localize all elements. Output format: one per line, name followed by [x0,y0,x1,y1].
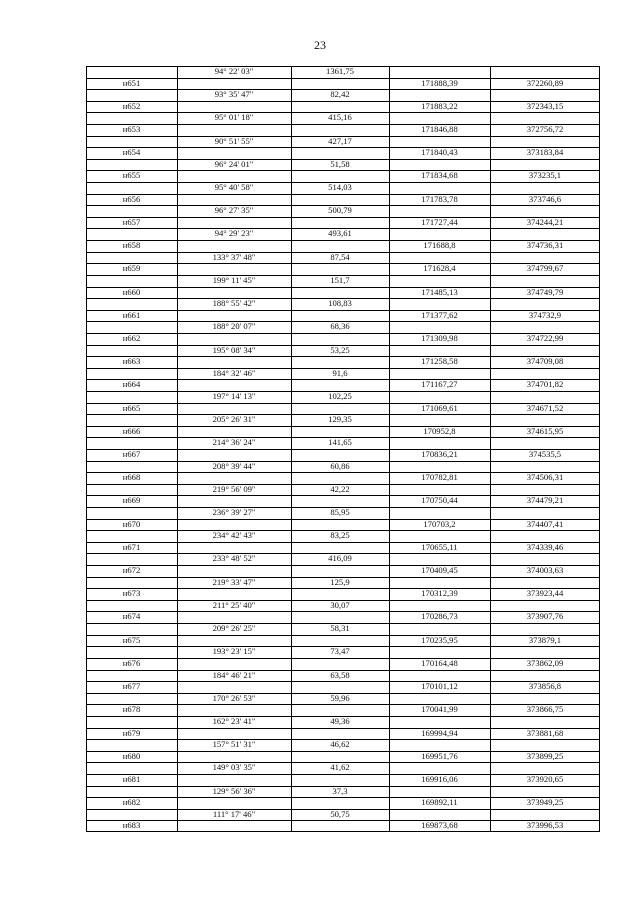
y-cell: 374701,82 [526,379,564,390]
point-cell: н659 [122,263,141,274]
length-cell: 91,6 [332,368,348,379]
point-cell: н651 [122,78,141,89]
length-cell: 514,03 [328,182,352,193]
angle-cell: 90° 51' 55" [214,136,254,147]
length-cell: 493,61 [328,228,352,239]
angle-cell: 211° 25' 40" [212,600,256,611]
point-cell: н677 [122,681,141,692]
angle-cell: 188° 20' 07" [212,321,256,332]
angle-cell: 193° 23' 15" [212,646,256,657]
y-cell: 372756,72 [526,124,564,135]
length-cell: 59,96 [330,693,350,704]
point-cell: н657 [122,217,141,228]
x-cell: 171309,98 [421,333,458,344]
point-cell: н652 [122,101,141,112]
y-cell: 374749,79 [526,287,564,298]
angle-cell: 214° 36' 24" [212,437,256,448]
point-cell: н678 [122,704,141,715]
point-cell: н673 [122,588,141,599]
y-cell: 374799,67 [526,263,564,274]
length-cell: 50,75 [330,809,350,820]
x-cell: 169951,76 [421,751,458,762]
point-cell: н683 [122,820,141,831]
x-cell: 170409,45 [421,565,458,576]
length-cell: 129,35 [328,414,352,425]
length-cell: 58,31 [330,623,350,634]
x-cell: 171485,13 [421,287,458,298]
angle-cell: 94° 29' 23" [214,228,254,239]
y-cell: 373881,68 [526,728,564,739]
y-cell: 373856,8 [528,681,562,692]
angle-cell: 234° 42' 43" [212,530,256,541]
angle-cell: 197° 14' 13" [212,391,256,402]
length-cell: 1361,75 [326,66,354,77]
y-cell: 374244,21 [526,217,564,228]
x-cell: 171688,8 [423,240,456,251]
x-cell: 170750,44 [421,495,458,506]
point-cell: н661 [122,310,141,321]
y-cell: 373923,44 [526,588,564,599]
angle-cell: 199° 11' 45" [212,275,256,286]
x-cell: 171258,58 [421,356,458,367]
angle-cell: 95° 40' 58" [214,182,254,193]
point-cell: н656 [122,194,141,205]
x-cell: 171846,88 [421,124,458,135]
x-cell: 171377,62 [421,310,458,321]
x-cell: 171167,27 [421,379,458,390]
x-cell: 171727,44 [421,217,458,228]
y-cell: 374535,5 [528,449,562,460]
point-cell: н654 [122,147,141,158]
row-divider [86,831,600,832]
angle-cell: 184° 32' 46" [212,368,256,379]
y-cell: 373899,25 [526,751,564,762]
angle-cell: 188° 55' 42" [212,298,256,309]
point-cell: н662 [122,333,141,344]
x-cell: 170703,2 [423,519,456,530]
y-cell: 374506,31 [526,472,564,483]
point-cell: н682 [122,797,141,808]
x-cell: 171628,4 [423,263,456,274]
point-cell: н674 [122,611,141,622]
length-cell: 37,3 [332,786,348,797]
angle-cell: 170° 26' 53" [212,693,256,704]
y-cell: 373907,76 [526,611,564,622]
x-cell: 170235,95 [421,635,458,646]
point-cell: н666 [122,426,141,437]
point-cell: н681 [122,774,141,785]
length-cell: 427,17 [328,136,352,147]
point-cell: н658 [122,240,141,251]
coordinates-table [86,66,600,832]
x-cell: 169873,68 [421,820,458,831]
length-cell: 151,7 [330,275,350,286]
point-cell: н663 [122,356,141,367]
length-cell: 108,83 [328,298,352,309]
x-cell: 171783,78 [421,194,458,205]
length-cell: 42,22 [330,484,350,495]
y-cell: 373183,84 [526,147,564,158]
angle-cell: 208° 39' 44" [212,461,256,472]
x-cell: 170286,73 [421,611,458,622]
point-cell: н670 [122,519,141,530]
x-cell: 170164,48 [421,658,458,669]
length-cell: 82,42 [330,89,350,100]
angle-cell: 219° 33' 47" [212,577,256,588]
y-cell: 374479,21 [526,495,564,506]
length-cell: 125,9 [330,577,350,588]
length-cell: 102,25 [328,391,352,402]
page-number: 23 [314,38,326,52]
y-cell: 374732,9 [528,310,562,321]
length-cell: 63,58 [330,670,350,681]
y-cell: 374722,99 [526,333,564,344]
angle-cell: 96° 27' 35" [214,205,254,216]
x-cell: 171069,61 [421,403,458,414]
x-cell: 170101,12 [421,681,458,692]
angle-cell: 184° 46' 21" [212,670,256,681]
length-cell: 49,36 [330,716,350,727]
angle-cell: 129° 56' 36" [212,786,256,797]
y-cell: 374407,41 [526,519,564,530]
x-cell: 170782,81 [421,472,458,483]
angle-cell: 219° 56' 09" [212,484,256,495]
length-cell: 41,62 [330,762,350,773]
x-cell: 169994,94 [421,728,458,739]
length-cell: 51,58 [330,159,350,170]
length-cell: 415,16 [328,112,352,123]
y-cell: 374339,46 [526,542,564,553]
y-cell: 373866,75 [526,704,564,715]
angle-cell: 157° 51' 31" [212,739,256,750]
point-cell: н675 [122,635,141,646]
x-cell: 171883,22 [421,101,458,112]
length-cell: 85,95 [330,507,350,518]
point-cell: н672 [122,565,141,576]
angle-cell: 133° 37' 48" [212,252,256,263]
length-cell: 53,25 [330,345,350,356]
y-cell: 373920,65 [526,774,564,785]
angle-cell: 162° 23' 41" [212,716,256,727]
y-cell: 373996,53 [526,820,564,831]
length-cell: 73,47 [330,646,350,657]
point-cell: н680 [122,751,141,762]
point-cell: н665 [122,403,141,414]
point-cell: н671 [122,542,141,553]
angle-cell: 205° 26' 31" [212,414,256,425]
point-cell: н653 [122,124,141,135]
y-cell: 372260,89 [526,78,564,89]
angle-cell: 94° 22' 03" [214,66,254,77]
point-cell: н676 [122,658,141,669]
angle-cell: 95° 01' 18" [214,112,254,123]
point-cell: н668 [122,472,141,483]
point-cell: н660 [122,287,141,298]
angle-cell: 111° 17' 46" [212,809,256,820]
angle-cell: 209° 26' 25" [212,623,256,634]
x-cell: 171888,39 [421,78,458,89]
length-cell: 416,09 [328,553,352,564]
angle-cell: 93° 35' 47" [214,89,254,100]
y-cell: 372343,15 [526,101,564,112]
length-cell: 46,62 [330,739,350,750]
x-cell: 170952,8 [423,426,456,437]
x-cell: 170312,39 [421,588,458,599]
x-cell: 170836,21 [421,449,458,460]
length-cell: 87,54 [330,252,350,263]
x-cell: 171840,43 [421,147,458,158]
length-cell: 500,79 [328,205,352,216]
angle-cell: 96° 24' 01" [214,159,254,170]
length-cell: 68,36 [330,321,350,332]
point-cell: н679 [122,728,141,739]
x-cell: 169916,06 [421,774,458,785]
x-cell: 170041,99 [421,704,458,715]
point-cell: н664 [122,379,141,390]
length-cell: 83,25 [330,530,350,541]
y-cell: 374709,08 [526,356,564,367]
y-cell: 374736,31 [526,240,564,251]
y-cell: 373235,1 [528,170,562,181]
length-cell: 141,65 [328,437,352,448]
y-cell: 374003,63 [526,565,564,576]
point-cell: н667 [122,449,141,460]
y-cell: 374671,52 [526,403,564,414]
point-cell: н669 [122,495,141,506]
x-cell: 170655,11 [421,542,458,553]
y-cell: 374615,95 [526,426,564,437]
y-cell: 373746,6 [528,194,562,205]
length-cell: 30,07 [330,600,350,611]
y-cell: 373862,09 [526,658,564,669]
y-cell: 373949,25 [526,797,564,808]
point-cell: н655 [122,170,141,181]
y-cell: 373879,1 [528,635,562,646]
length-cell: 60,86 [330,461,350,472]
angle-cell: 236° 39' 27" [212,507,256,518]
x-cell: 171834,68 [421,170,458,181]
angle-cell: 233° 48' 52" [212,553,256,564]
x-cell: 169892,11 [421,797,458,808]
angle-cell: 149° 03' 35" [212,762,256,773]
angle-cell: 195° 08' 34" [212,345,256,356]
